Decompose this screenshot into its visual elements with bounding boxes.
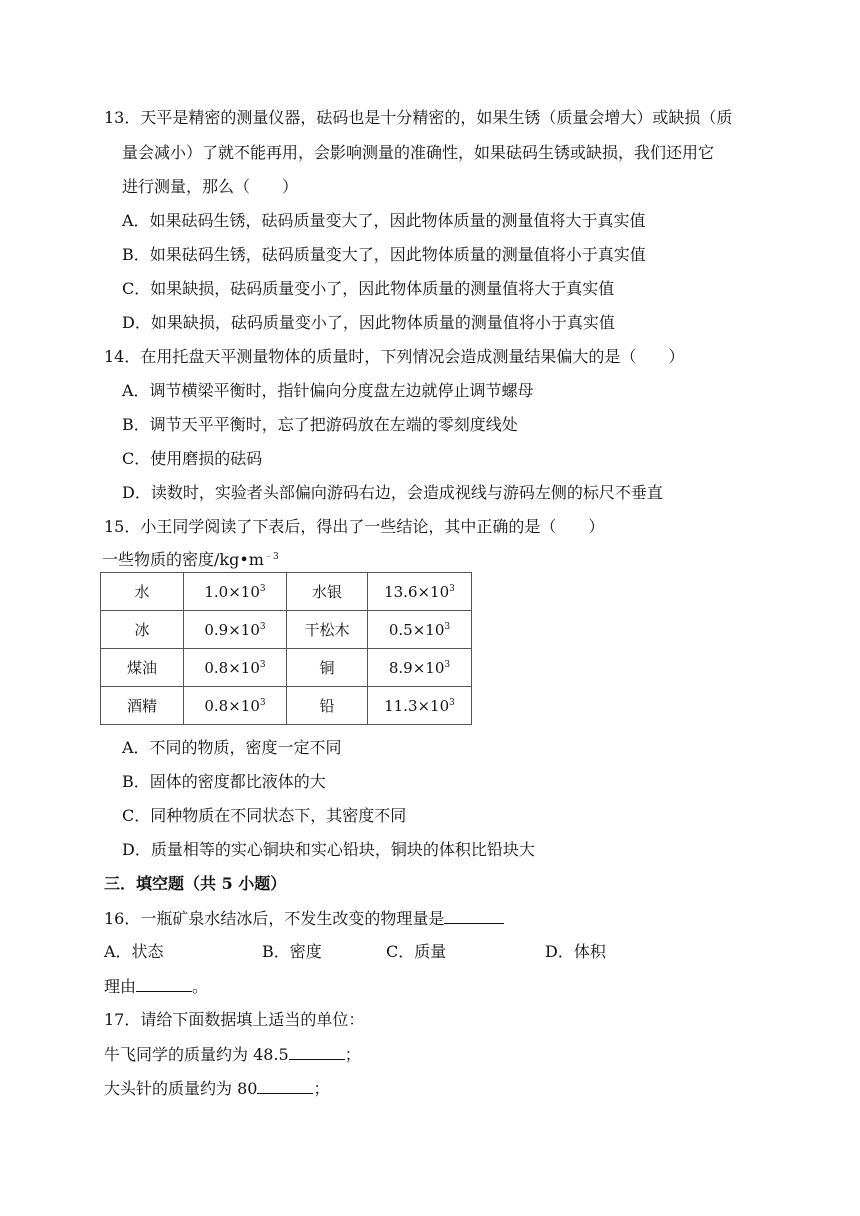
q13-stem-line2: 量会减小）了就不能再用，会影响测量的准确性，如果砝码生锈或缺损，我们还用它 — [122, 143, 715, 162]
q17-line1: 牛飞同学的质量约为 48.5 ； — [104, 1045, 361, 1064]
substance-cell: 铅 — [287, 687, 368, 725]
answer-blank[interactable] — [444, 908, 504, 924]
density-cell: $1.0\times 10^3$ — [184, 573, 287, 611]
density-cell: $8.9\times 10^3$ — [368, 649, 472, 687]
q14-option-b: B．调节天平平衡时，忘了把游码放在左端的零刻度线处 — [122, 415, 518, 434]
density-cell: $0.5\times 10^3$ — [368, 611, 472, 649]
substance-cell: 酒精 — [101, 687, 184, 725]
q15-option-d: D．质量相等的实心铜块和实心铅块，铜块的体积比铅块大 — [122, 840, 535, 859]
q16-option-a: A．状态 — [104, 942, 164, 961]
q16-option-c: C．质量 — [386, 942, 447, 961]
answer-blank[interactable] — [289, 1044, 345, 1060]
density-cell: $13.6\times 10^3$ — [368, 573, 472, 611]
q17-line2: 大头针的质量约为 80 ； — [104, 1079, 330, 1098]
q16-option-d: D．体积 — [545, 942, 606, 961]
q13-option-a: A．如果砝码生锈，砝码质量变大了，因此物体质量的测量值将大于真实值 — [122, 211, 646, 230]
q14-option-c: C．使用磨损的砝码 — [122, 449, 263, 468]
q13-stem-line1: 13．天平是精密的测量仪器，砝码也是十分精密的，如果生锈（质量会增大）或缺损（质 — [104, 108, 733, 127]
q13-option-c: C．如果缺损，砝码质量变小了，因此物体质量的测量值将大于真实值 — [122, 279, 615, 298]
substance-cell: 冰 — [101, 611, 184, 649]
q15-option-b: B．固体的密度都比液体的大 — [122, 772, 326, 791]
q17-stem: 17．请给下面数据填上适当的单位： — [104, 1010, 365, 1029]
q15-stem: 15．小王同学阅读了下表后，得出了一些结论，其中正确的是（ ） — [104, 517, 605, 536]
density-cell: $11.3\times 10^3$ — [368, 687, 472, 725]
q13-stem-line3: 进行测量，那么（ ） — [122, 177, 299, 196]
density-cell: $0.8\times 10^3$ — [184, 687, 287, 725]
density-cell: $0.9\times 10^3$ — [184, 611, 287, 649]
q16-reason: 理由 。 — [104, 977, 209, 996]
q15-table-caption: 一些物质的密度$/kg•m^{﹣3}$ — [102, 550, 279, 569]
density-cell: $0.8\times 10^3$ — [184, 649, 287, 687]
table-row — [101, 687, 472, 725]
q13-option-d: D．如果缺损，砝码质量变小了，因此物体质量的测量值将小于真实值 — [122, 313, 615, 332]
substance-cell: 水银 — [287, 573, 368, 611]
q16-option-b: B．密度 — [262, 942, 322, 961]
q14-option-a: A．调节横梁平衡时，指针偏向分度盘左边就停止调节螺母 — [122, 381, 534, 400]
substance-cell: 水 — [101, 573, 184, 611]
q15-option-a: A．不同的物质，密度一定不同 — [122, 738, 342, 757]
table-row — [101, 611, 472, 649]
q14-option-d: D．读数时，实验者头部偏向游码右边，会造成视线与游码左侧的标尺不垂直 — [122, 483, 663, 502]
q13-option-b: B．如果砝码生锈，砝码质量变大了，因此物体质量的测量值将小于真实值 — [122, 245, 646, 264]
substance-cell: 干松木 — [287, 611, 368, 649]
answer-blank[interactable] — [257, 1078, 313, 1094]
q14-stem: 14．在用托盘天平测量物体的质量时，下列情况会造成测量结果偏大的是（ ） — [104, 347, 685, 366]
table-row — [101, 649, 472, 687]
substance-cell: 铜 — [287, 649, 368, 687]
section-title: 三．填空题（共 5 小题） — [104, 874, 287, 893]
substance-cell: 煤油 — [101, 649, 184, 687]
q16-stem: 16．一瓶矿泉水结冰后，不发生改变的物理量是 — [104, 908, 504, 929]
table-row — [101, 573, 472, 611]
q15-option-c: C．同种物质在不同状态下，其密度不同 — [122, 806, 407, 825]
answer-blank[interactable] — [136, 976, 192, 992]
density-table — [100, 572, 472, 725]
